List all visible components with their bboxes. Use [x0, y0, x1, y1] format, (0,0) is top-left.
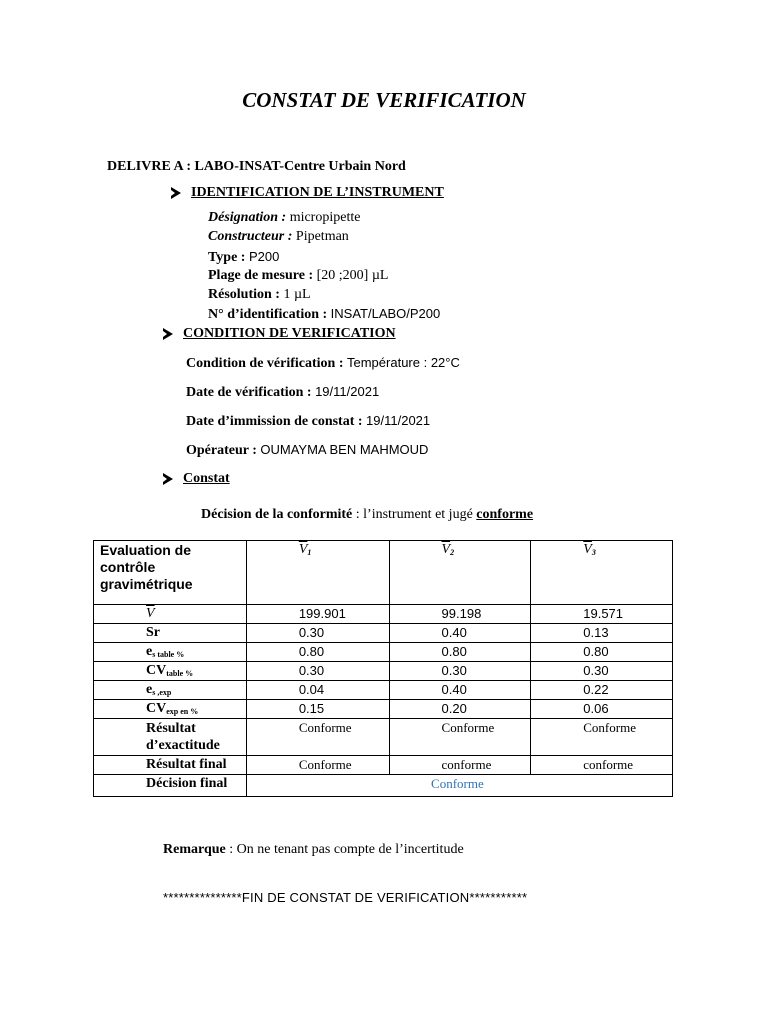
table-header-row [94, 541, 673, 605]
table-row [94, 662, 673, 681]
constructeur-label: Constructeur : [208, 229, 293, 244]
identification-number-value: INSAT/LABO/P200 [330, 306, 441, 321]
table-cell: 0.30 [531, 662, 673, 681]
final-decision-value: Conforme [246, 775, 672, 797]
table-cell: Conforme [246, 756, 389, 775]
end-of-document-line: ***************FIN DE CONSTAT DE VERIFICATION*********** [163, 890, 528, 905]
date-emission-line [186, 413, 430, 430]
table-cell: 19.571 [531, 605, 673, 624]
type-line [208, 249, 279, 266]
table-cell: Conforme [389, 719, 531, 756]
plage-label: Plage de mesure : [208, 268, 314, 283]
date-emission-value: 19/11/2021 [366, 413, 431, 428]
date-verification-label: Date de vérification : [186, 385, 312, 400]
identification-number-line [208, 306, 440, 323]
column-header-v3: $\overline{V}_3$ [531, 541, 673, 605]
table-cell: 199.901 [246, 605, 389, 624]
resolution-value: 1 µL [283, 287, 311, 302]
table-row [94, 643, 673, 662]
table-cell: Conforme [531, 719, 673, 756]
row-header-es-table: $e_{s table \%}$ [94, 643, 247, 662]
remark-label: Remarque [163, 842, 226, 857]
table-cell: 0.80 [246, 643, 389, 662]
row-header-resultat-final: Résultat final [94, 756, 247, 775]
constructeur-value: Pipetman [295, 229, 349, 244]
designation-line [208, 210, 360, 226]
table-cell: 0.13 [531, 624, 673, 643]
gravimetric-evaluation-table [93, 540, 673, 797]
row-header-decision-final: Décision final [94, 775, 247, 797]
table-cell: Conforme [246, 719, 389, 756]
decision-conformite-value: conforme [476, 507, 534, 522]
arrow-bullet-icon [171, 187, 181, 199]
operateur-value: OUMAYMA BEN MAHMOUD [260, 442, 429, 457]
remark-text: : On ne tenant pas compte de l’incertitude [229, 842, 464, 857]
table-corner-header: Evaluation de contrôle gravimétrique [94, 541, 247, 605]
table-cell: 0.80 [389, 643, 531, 662]
condition-verification-line [186, 355, 460, 372]
designation-value: micropipette [289, 210, 361, 225]
type-value: P200 [248, 249, 280, 264]
table-cell: conforme [389, 756, 531, 775]
operateur-label: Opérateur : [186, 443, 257, 458]
condition-verification-value: Température : 22°C [347, 355, 460, 370]
section-identification-title: IDENTIFICATION DE L’INSTRUMENT [191, 185, 444, 200]
decision-conformite-line [201, 507, 533, 523]
table-cell: 0.04 [246, 681, 389, 700]
identification-number-label: N° d’identification : [208, 307, 328, 322]
date-verification-line [186, 384, 379, 401]
section-constat [163, 471, 230, 487]
designation-label: Désignation : [208, 210, 287, 225]
section-identification [171, 185, 444, 201]
table-cell: 0.30 [246, 624, 389, 643]
plage-value: [20 ;200] µL [316, 268, 389, 283]
table-cell: 0.20 [389, 700, 531, 719]
section-condition-title: CONDITION DE VERIFICATION [183, 326, 396, 341]
table-cell: 0.30 [389, 662, 531, 681]
resolution-label: Résolution : [208, 287, 280, 302]
section-condition [163, 326, 396, 342]
table-cell: 0.06 [531, 700, 673, 719]
constructeur-line [208, 229, 349, 245]
table-row [94, 700, 673, 719]
date-verification-value: 19/11/2021 [315, 384, 380, 399]
table-row-final-decision [94, 775, 673, 797]
document-title: CONSTAT DE VERIFICATION [242, 88, 526, 112]
row-header-resultat-exactitude: Résultat d’exactitude [94, 719, 247, 756]
delivre-line: DELIVRE A : LABO-INSAT-Centre Urbain Nord [107, 159, 406, 174]
row-header-cv-table: $CV_{table \%}$ [94, 662, 247, 681]
arrow-bullet-icon [163, 328, 173, 340]
column-header-v1: $\overline{V}_1$ [246, 541, 389, 605]
table-row [94, 681, 673, 700]
row-header-mean-volume: $\overline{V}$ [94, 605, 247, 624]
table-row [94, 605, 673, 624]
row-header-cv-exp: $CV_{exp en \%}$ [94, 700, 247, 719]
table-cell: 0.40 [389, 681, 531, 700]
table-cell: 0.22 [531, 681, 673, 700]
table-cell: 99.198 [389, 605, 531, 624]
column-header-v2: $\overline{V}_2$ [389, 541, 531, 605]
type-label: Type : [208, 250, 246, 265]
table-cell: 0.15 [246, 700, 389, 719]
plage-line [208, 268, 388, 284]
table-row [94, 719, 673, 756]
condition-verification-label: Condition de vérification : [186, 356, 344, 371]
date-emission-label: Date d’immission de constat : [186, 414, 363, 429]
resolution-line [208, 287, 311, 303]
table-cell: 0.40 [389, 624, 531, 643]
operateur-line [186, 442, 428, 459]
section-constat-title: Constat [183, 471, 230, 486]
table-cell: 0.80 [531, 643, 673, 662]
arrow-bullet-icon [163, 473, 173, 485]
table-cell: 0.30 [246, 662, 389, 681]
decision-conformite-text: : l’instrument et jugé [355, 507, 473, 522]
row-header-es-exp: $e_{s ,exp}$ [94, 681, 247, 700]
table-cell: conforme [531, 756, 673, 775]
remark-line [163, 842, 464, 858]
row-header-sr: Sr [94, 624, 247, 643]
decision-conformite-label: Décision de la conformité [201, 507, 353, 522]
table-row [94, 624, 673, 643]
table-row [94, 756, 673, 775]
